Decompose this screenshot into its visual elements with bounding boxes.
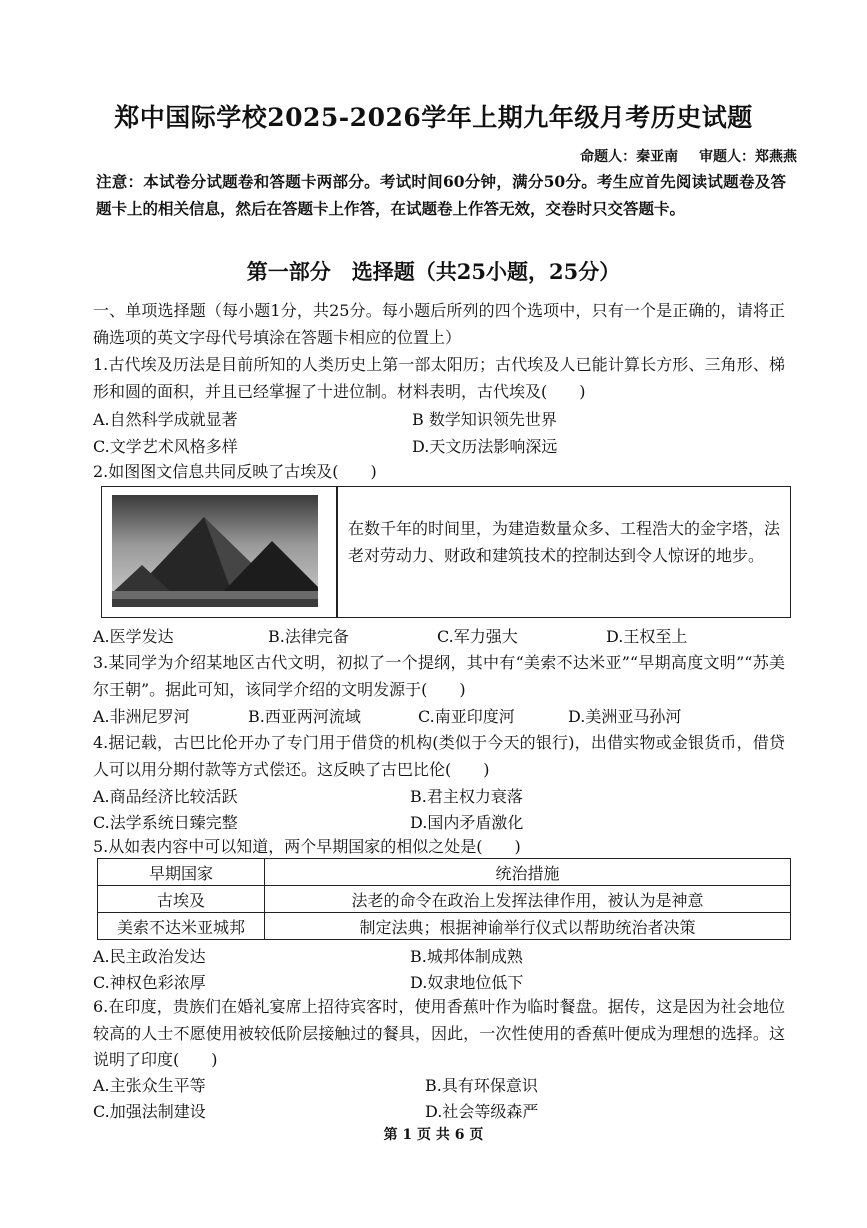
q3-option-c: C.南亚印度河 — [418, 707, 515, 726]
q1-option-c: C.文学艺术风格多样 — [93, 437, 238, 456]
table-cell: 法老的命令在政治上发挥法律作用，被认为是神意 — [265, 886, 791, 913]
setter: 命题人：秦亚南 — [580, 149, 679, 165]
q5-option-d: D.奴隶地位低下 — [410, 973, 524, 992]
q6-option-c: C.加强法制建设 — [93, 1102, 206, 1121]
pyramid-photo-icon — [112, 495, 318, 607]
q5-option-c: C.神权色彩浓厚 — [93, 973, 206, 992]
table-header: 统治措施 — [265, 859, 791, 886]
table-header-row — [98, 859, 791, 886]
q1-option-b: B 数学知识领先世界 — [412, 410, 557, 429]
q6-option-d: D.社会等级森严 — [425, 1102, 539, 1121]
q5-table — [97, 858, 791, 940]
q4-option-d: D.国内矛盾激化 — [410, 813, 524, 832]
part1-title: 第一部分 选择题（共25小题，25分） — [246, 259, 621, 284]
part1-instructions: 一、单项选择题（每小题1分，共25分。每小题后所列的四个选项中，只有一个是正确的，请将正确选项的英文字母代号填涂在答题卡相应的位置上） — [93, 301, 785, 347]
table-row — [98, 913, 791, 940]
q1-option-d: D.天文历法影响深远 — [412, 437, 558, 456]
q4-option-a: A.商品经济比较活跃 — [93, 787, 238, 806]
table-cell: 古埃及 — [98, 886, 265, 913]
q6-option-b: B.具有环保意识 — [425, 1076, 538, 1095]
q6-option-a: A.主张众生平等 — [93, 1076, 206, 1095]
q5-stem: 5.从如表内容中可以知道，两个早期国家的相似之处是( ) — [93, 837, 521, 856]
table-cell: 美索不达米亚城邦 — [98, 913, 265, 940]
table-cell: 制定法典；根据神谕举行仪式以帮助统治者决策 — [265, 913, 791, 940]
q4-stem: 4.据记载，古巴比伦开办了专门用于借贷的机构(类似于今天的银行)，出借实物或金银货币，借贷人可以用分期付款等方式偿还。这反映了古巴比伦( ) — [93, 733, 785, 779]
exam-notice: 注意：本试卷分试题卷和答题卡两部分。考试时间60分钟，满分50分。考生应首先阅读试题卷及答题卡上的相关信息，然后在答题卡上作答，在试题卷上作答无效，交卷时只交答题卡。 — [96, 172, 786, 218]
q5-option-b: B.城邦体制成熟 — [410, 947, 523, 966]
q2-option-b: B.法律完备 — [268, 627, 349, 646]
q1-stem: 1.古代埃及历法是目前所知的人类历史上第一部太阳历；古代埃及人已能计算长方形、三角形、梯形和圆的面积，并且已经掌握了十进位制。材料表明，古代埃及( ) — [93, 355, 785, 401]
author-line — [564, 146, 797, 166]
q3-option-d: D.美洲亚马孙河 — [568, 707, 682, 726]
exam-title: 郑中国际学校2025-2026学年上期九年级月考历史试题 — [114, 103, 753, 132]
figure-divider — [336, 487, 338, 617]
q2-option-a: A.医学发达 — [93, 627, 174, 646]
table-row — [98, 886, 791, 913]
q1-option-a: A.自然科学成就显著 — [93, 410, 238, 429]
q3-option-b: B.西亚两河流域 — [248, 707, 361, 726]
q2-caption: 在数千年的时间里，为建造数量众多、工程浩大的金字塔，法老对劳动力、财政和建筑技术的控制达到令人惊讶的地步。 — [348, 519, 781, 565]
q4-option-c: C.法学系统日臻完整 — [93, 813, 238, 832]
q5-option-a: A.民主政治发达 — [93, 947, 206, 966]
q3-stem: 3.某同学为介绍某地区古代文明，初拟了一个提纲，其中有“美索不达米亚”“早期高度文明”“苏美尔王朝”。据此可知，该同学介绍的文明发源于( ) — [93, 653, 785, 699]
q2-option-d: D.王权至上 — [606, 627, 688, 646]
q2-option-c: C.军力强大 — [437, 627, 518, 646]
table-header: 早期国家 — [98, 859, 265, 886]
q4-option-b: B.君主权力衰落 — [410, 787, 523, 806]
q2-stem: 2.如图图文信息共同反映了古埃及( ) — [93, 462, 377, 481]
q6-stem: 6.在印度，贵族们在婚礼宴席上招待宾客时，使用香蕉叶作为临时餐盘。据传，这是因为社会地位较高的人士不愿使用被较低阶层接触过的餐具，因此，一次性使用的香蕉叶便成为理想的选择。这说明了印度( ) — [93, 997, 785, 1069]
q3-option-a: A.非洲尼罗河 — [93, 707, 190, 726]
page-number: 第 1 页 共 6 页 — [383, 1127, 484, 1143]
q2-figure — [101, 486, 791, 618]
reviewer: 审题人：郑燕燕 — [699, 149, 797, 165]
